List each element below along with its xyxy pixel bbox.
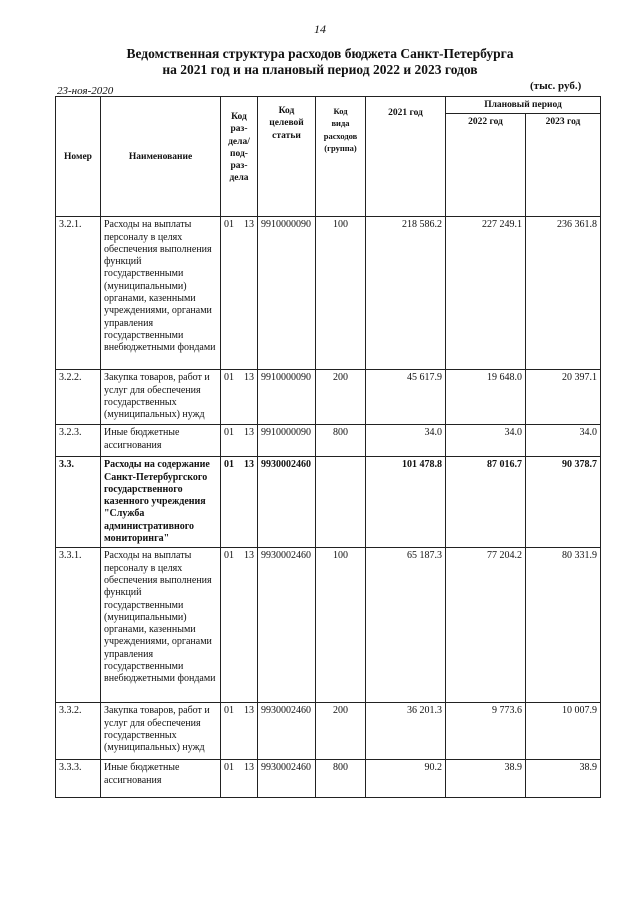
row-num: 3.3.3. (56, 760, 101, 798)
row-2021: 36 201.3 (366, 703, 446, 760)
row-name: Иные бюджетные ассигнования (101, 425, 221, 457)
row-kvr: 200 (316, 370, 366, 425)
row-razdel (221, 217, 258, 370)
row-razdel (221, 548, 258, 703)
podrazdel-code: 13 (244, 372, 254, 384)
razdel-code: 01 (224, 762, 234, 774)
header-plan-period: Плановый период (446, 97, 601, 114)
table-row (56, 703, 601, 760)
razdel-code: 01 (224, 219, 234, 231)
row-num: 3.3. (56, 457, 101, 548)
header-kcs: Код целевой статьи (258, 97, 316, 217)
row-2023: 38.9 (526, 760, 601, 798)
header-2022: 2022 год (446, 114, 526, 217)
row-razdel (221, 703, 258, 760)
row-name: Расходы на выплаты персоналу в целях обеспечения выполнения функций государственными (муниципальными) органами, казенными учреждениями, органами управления государственными внебюджетными фондами (101, 217, 221, 370)
row-kvr: 800 (316, 425, 366, 457)
table-row (56, 370, 601, 425)
row-2022: 77 204.2 (446, 548, 526, 703)
header-num: Номер (56, 97, 101, 217)
row-kvr: 800 (316, 760, 366, 798)
podrazdel-code: 13 (244, 762, 254, 774)
razdel-code: 01 (224, 427, 234, 439)
row-2023: 80 331.9 (526, 548, 601, 703)
row-razdel (221, 760, 258, 798)
podrazdel-code: 13 (244, 705, 254, 717)
row-name: Расходы на содержание Санкт-Петербургского государственного казенного учреждения "Служба административного мониторинга" (101, 457, 221, 548)
title-line-2: на 2021 год и на плановый период 2022 и 2023 годов (162, 62, 478, 77)
row-kcs: 9930002460 (258, 457, 316, 548)
row-2023: 236 361.8 (526, 217, 601, 370)
row-name: Расходы на выплаты персоналу в целях обеспечения выполнения функций государственными (муниципальными) органами, казенными учреждениями, органами управления государственными внебюджетными фондами (101, 548, 221, 703)
razdel-code: 01 (224, 459, 234, 471)
row-2021: 65 187.3 (366, 548, 446, 703)
row-2021: 101 478.8 (366, 457, 446, 548)
row-2022: 38.9 (446, 760, 526, 798)
row-razdel (221, 457, 258, 548)
row-num: 3.3.1. (56, 548, 101, 703)
table-row (56, 217, 601, 370)
row-num: 3.2.1. (56, 217, 101, 370)
row-num: 3.3.2. (56, 703, 101, 760)
row-num: 3.2.3. (56, 425, 101, 457)
row-kcs: 9930002460 (258, 548, 316, 703)
page-number: 14 (314, 22, 326, 36)
row-2022: 9 773.6 (446, 703, 526, 760)
row-2022: 19 648.0 (446, 370, 526, 425)
row-kcs: 9930002460 (258, 703, 316, 760)
table-row (56, 425, 601, 457)
podrazdel-code: 13 (244, 459, 254, 471)
row-kcs: 9910000090 (258, 425, 316, 457)
header-kvr: Код вида расходов (группа) (316, 97, 366, 217)
row-kcs: 9910000090 (258, 370, 316, 425)
row-2021: 34.0 (366, 425, 446, 457)
header-2023: 2023 год (526, 114, 601, 217)
row-kvr: 100 (316, 548, 366, 703)
table-row (56, 548, 601, 703)
row-2022: 227 249.1 (446, 217, 526, 370)
row-kvr (316, 457, 366, 548)
row-2023: 34.0 (526, 425, 601, 457)
row-2021: 45 617.9 (366, 370, 446, 425)
row-kvr: 200 (316, 703, 366, 760)
row-razdel (221, 370, 258, 425)
razdel-code: 01 (224, 372, 234, 384)
row-num: 3.2.2. (56, 370, 101, 425)
units-label: (тыс. руб.) (530, 80, 582, 92)
row-kcs: 9910000090 (258, 217, 316, 370)
row-2023: 20 397.1 (526, 370, 601, 425)
table-row (56, 760, 601, 798)
row-2021: 218 586.2 (366, 217, 446, 370)
row-name: Закупка товаров, работ и услуг для обеспечения государственных (муниципальных) нужд (101, 370, 221, 425)
header-row (56, 97, 601, 114)
row-2023: 10 007.9 (526, 703, 601, 760)
podrazdel-code: 13 (244, 427, 254, 439)
row-2022: 34.0 (446, 425, 526, 457)
document-date: 23-ноя-2020 (57, 85, 114, 97)
document-title (0, 46, 640, 78)
budget-table (55, 96, 601, 798)
row-name: Иные бюджетные ассигнования (101, 760, 221, 798)
header-razdel: Код раз- дела/ под- раз- дела (221, 97, 258, 217)
razdel-code: 01 (224, 550, 234, 562)
row-2021: 90.2 (366, 760, 446, 798)
title-line-1: Ведомственная структура расходов бюджета Санкт-Петербурга (126, 46, 514, 61)
row-2023: 90 378.7 (526, 457, 601, 548)
table-row (56, 457, 601, 548)
header-2021: 2021 год (366, 97, 446, 217)
row-kvr: 100 (316, 217, 366, 370)
podrazdel-code: 13 (244, 550, 254, 562)
row-kcs: 9930002460 (258, 760, 316, 798)
podrazdel-code: 13 (244, 219, 254, 231)
header-name: Наименование (101, 97, 221, 217)
razdel-code: 01 (224, 705, 234, 717)
row-name: Закупка товаров, работ и услуг для обеспечения государственных (муниципальных) нужд (101, 703, 221, 760)
row-razdel (221, 425, 258, 457)
row-2022: 87 016.7 (446, 457, 526, 548)
